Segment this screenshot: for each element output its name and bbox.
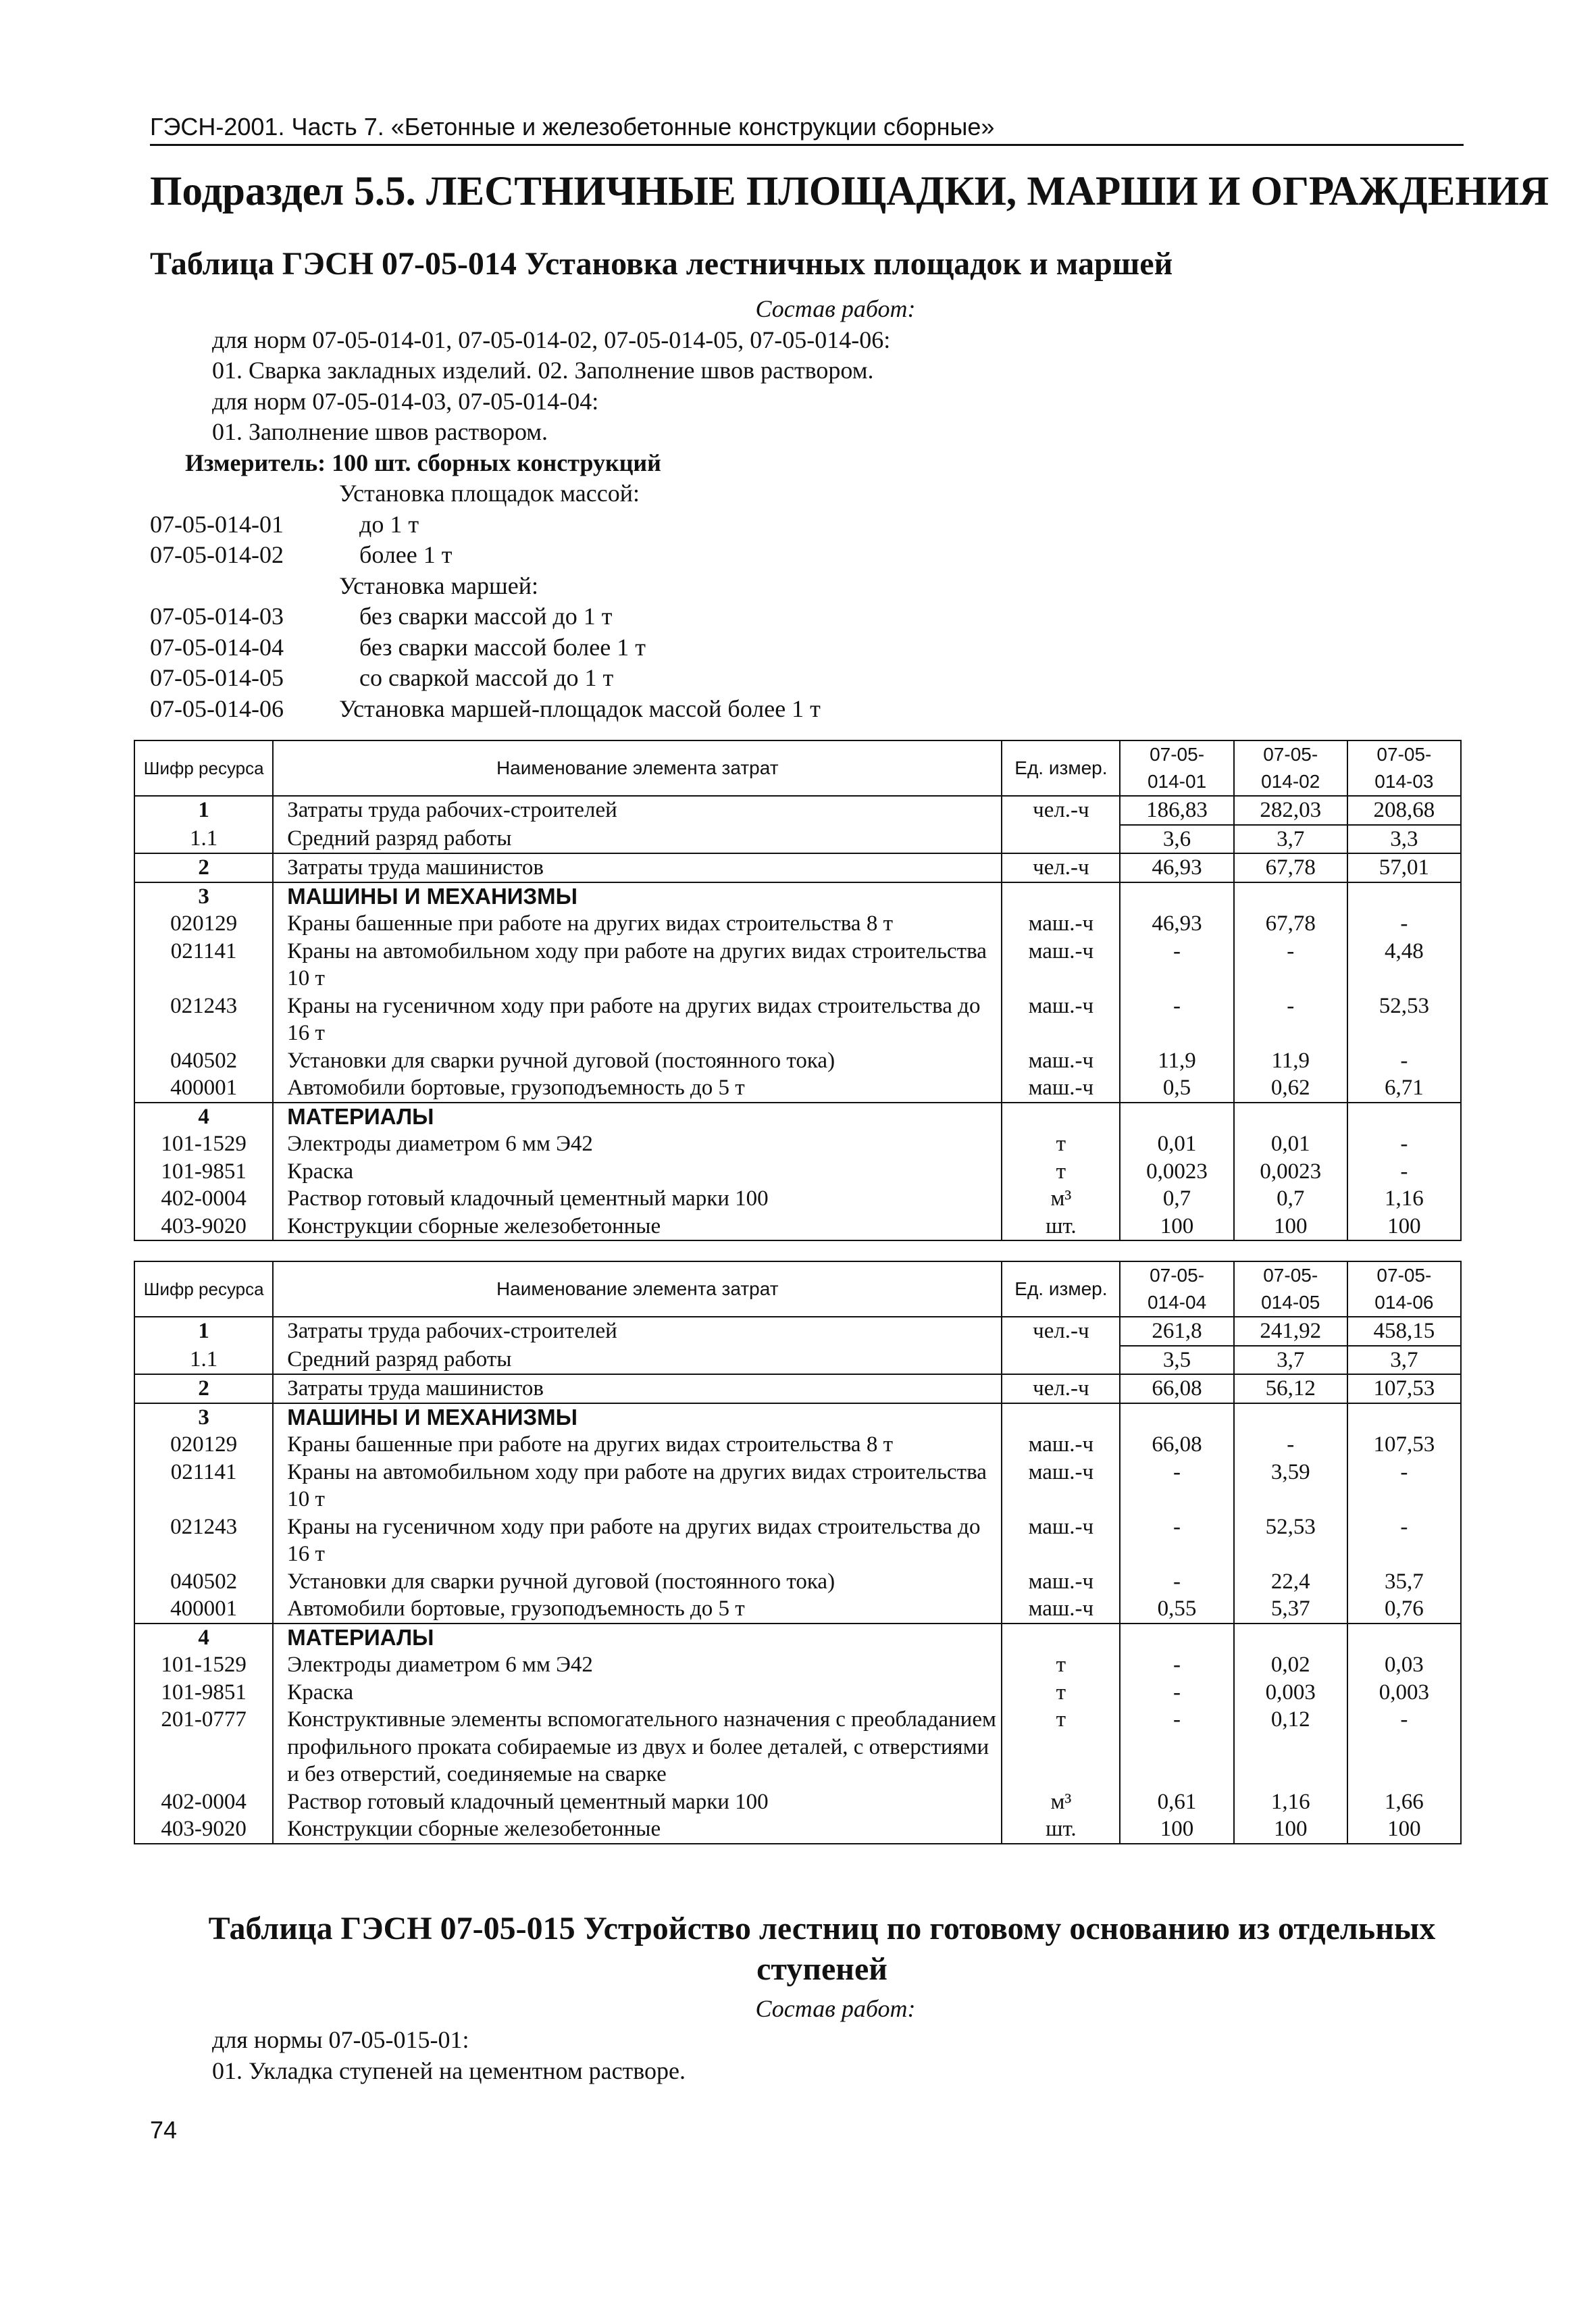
header-name: Наименование элемента затрат bbox=[273, 740, 1002, 796]
norm-value: 3,6 bbox=[1120, 825, 1233, 854]
cost-element-name: Автомобили бортовые, грузоподъемность до 5 т bbox=[273, 1074, 1002, 1103]
norm-value bbox=[1347, 1624, 1461, 1652]
table-row bbox=[134, 796, 1461, 825]
norm-value: 100 bbox=[1347, 1213, 1461, 1241]
unit-cell bbox=[1002, 1403, 1120, 1432]
cost-element-name: Конструкции сборные железобетонные bbox=[273, 1815, 1002, 1844]
work-line: 01. Заполнение швов раствором. bbox=[212, 418, 548, 445]
cost-element-name: Раствор готовый кладочный цементный марки 100 bbox=[273, 1185, 1002, 1213]
table-row bbox=[134, 853, 1461, 882]
unit-cell: маш.-ч bbox=[1002, 1595, 1120, 1624]
header-norm-line: 07-05- bbox=[1150, 744, 1205, 765]
unit-cell bbox=[1002, 1624, 1120, 1652]
norm-value: - bbox=[1120, 1651, 1233, 1679]
norm-value: 66,08 bbox=[1120, 1431, 1233, 1459]
norm-value: 3,7 bbox=[1234, 825, 1347, 854]
norm-value: - bbox=[1347, 1158, 1461, 1186]
table-row bbox=[134, 992, 1461, 1047]
norm-value bbox=[1120, 1624, 1233, 1652]
resource-code: 021141 bbox=[134, 938, 273, 992]
resource-code: 403-9020 bbox=[134, 1815, 273, 1844]
norm-value: 0,01 bbox=[1120, 1130, 1233, 1158]
cost-element-name: Раствор готовый кладочный цементный марки 100 bbox=[273, 1788, 1002, 1816]
norm-value: 100 bbox=[1120, 1213, 1233, 1241]
norm-value: 0,76 bbox=[1347, 1595, 1461, 1624]
norm-value: - bbox=[1347, 1513, 1461, 1568]
resource-code: 2 bbox=[134, 1374, 273, 1403]
norm-value: 100 bbox=[1347, 1815, 1461, 1844]
cost-element-name: Краны на автомобильном ходу при работе на других видах строительства 10 т bbox=[273, 938, 1002, 992]
header-norm-line: 014-06 bbox=[1374, 1292, 1434, 1313]
unit-cell: т bbox=[1002, 1158, 1120, 1186]
resource-code: 020129 bbox=[134, 910, 273, 938]
header-norm-line: 07-05- bbox=[1376, 744, 1432, 765]
resource-code: 101-1529 bbox=[134, 1651, 273, 1679]
norm-value: 107,53 bbox=[1347, 1431, 1461, 1459]
page-number: 74 bbox=[150, 2116, 178, 2144]
unit-cell: т bbox=[1002, 1679, 1120, 1707]
norm-code: 07-05-014-06 bbox=[150, 695, 284, 722]
table-row bbox=[134, 938, 1461, 992]
unit-cell: маш.-ч bbox=[1002, 1568, 1120, 1596]
unit-cell: маш.-ч bbox=[1002, 1074, 1120, 1103]
resource-code: 021141 bbox=[134, 1459, 273, 1513]
norm-value: 0,61 bbox=[1120, 1788, 1233, 1816]
norm-value: - bbox=[1120, 1459, 1233, 1513]
cost-element-name: Конструкции сборные железобетонные bbox=[273, 1213, 1002, 1241]
cost-element-name: Краска bbox=[273, 1679, 1002, 1707]
resource-code: 1 bbox=[134, 1317, 273, 1346]
table-row bbox=[134, 1568, 1461, 1596]
norm-value bbox=[1120, 1103, 1233, 1131]
header-norm-2 bbox=[1234, 1261, 1347, 1317]
resource-code: 402-0004 bbox=[134, 1788, 273, 1816]
header-norm-line: 07-05- bbox=[1150, 1265, 1205, 1286]
table-row bbox=[134, 1595, 1461, 1624]
table-014-title: Таблица ГЭСН 07-05-014 Установка лестничных площадок и маршей bbox=[150, 246, 1173, 282]
table-row bbox=[134, 1459, 1461, 1513]
table-row bbox=[134, 1651, 1461, 1679]
norm-row bbox=[150, 694, 1433, 725]
norm-value: 3,7 bbox=[1347, 1346, 1461, 1375]
header-code: Шифр ресурса bbox=[134, 1261, 273, 1317]
table-header-row bbox=[134, 1261, 1461, 1317]
norm-value: 0,02 bbox=[1234, 1651, 1347, 1679]
norm-value: 0,01 bbox=[1234, 1130, 1347, 1158]
unit-cell: м³ bbox=[1002, 1185, 1120, 1213]
norm-text: со сваркой массой до 1 т bbox=[359, 664, 614, 691]
cost-element-name: Автомобили бортовые, грузоподъемность до 5 т bbox=[273, 1595, 1002, 1624]
norm-value: 0,03 bbox=[1347, 1651, 1461, 1679]
work-line: для норм 07-05-014-03, 07-05-014-04: bbox=[212, 387, 599, 415]
norm-value: 100 bbox=[1234, 1815, 1347, 1844]
meter-line: Измеритель: 100 шт. сборных конструкций bbox=[185, 449, 661, 476]
norm-value bbox=[1347, 1403, 1461, 1432]
header-unit: Ед. измер. bbox=[1002, 1261, 1120, 1317]
norm-value: 67,78 bbox=[1234, 853, 1347, 882]
unit-cell: чел.-ч bbox=[1002, 1317, 1120, 1346]
resource-code: 101-1529 bbox=[134, 1130, 273, 1158]
resource-code: 101-9851 bbox=[134, 1679, 273, 1707]
norm-code: 07-05-014-05 bbox=[150, 664, 284, 691]
work-line: для нормы 07-05-015-01: bbox=[212, 2026, 469, 2053]
resource-code: 400001 bbox=[134, 1074, 273, 1103]
norm-value: 186,83 bbox=[1120, 796, 1233, 825]
cost-element-name: Затраты труда машинистов bbox=[273, 1374, 1002, 1403]
table-row bbox=[134, 882, 1461, 911]
unit-cell: чел.-ч bbox=[1002, 796, 1120, 825]
norm-value bbox=[1234, 1624, 1347, 1652]
resource-code: 021243 bbox=[134, 992, 273, 1047]
header-norm-3 bbox=[1347, 740, 1461, 796]
norm-row bbox=[150, 663, 1433, 694]
norm-value: 107,53 bbox=[1347, 1374, 1461, 1403]
norm-value bbox=[1120, 882, 1233, 911]
table-row bbox=[134, 1679, 1461, 1707]
norm-value: - bbox=[1234, 992, 1347, 1047]
norm-text: без сварки массой до 1 т bbox=[359, 603, 613, 630]
header-norm-line: 07-05- bbox=[1263, 744, 1318, 765]
norm-value: 0,12 bbox=[1234, 1706, 1347, 1788]
norm-value: 261,8 bbox=[1120, 1317, 1233, 1346]
cost-element-name: МАШИНЫ И МЕХАНИЗМЫ bbox=[273, 1403, 1002, 1432]
header-code: Шифр ресурса bbox=[134, 740, 273, 796]
cost-element-name: Краны на гусеничном ходу при работе на других видах строительства до 16 т bbox=[273, 1513, 1002, 1568]
norm-value: 0,55 bbox=[1120, 1595, 1233, 1624]
norm-value: 52,53 bbox=[1347, 992, 1461, 1047]
unit-cell: чел.-ч bbox=[1002, 853, 1120, 882]
norm-value: 46,93 bbox=[1120, 853, 1233, 882]
norm-code: 07-05-014-03 bbox=[150, 603, 284, 630]
resource-code: 3 bbox=[134, 882, 273, 911]
table-row bbox=[134, 1213, 1461, 1241]
cost-element-name: Средний разряд работы bbox=[273, 825, 1002, 854]
cost-element-name: Установки для сварки ручной дуговой (постоянного тока) bbox=[273, 1047, 1002, 1075]
unit-cell: чел.-ч bbox=[1002, 1374, 1120, 1403]
norm-value: - bbox=[1120, 1568, 1233, 1596]
unit-cell bbox=[1002, 882, 1120, 911]
table-row bbox=[134, 1074, 1461, 1103]
norm-value: 0,7 bbox=[1120, 1185, 1233, 1213]
cost-element-name: Краны башенные при работе на других видах строительства 8 т bbox=[273, 910, 1002, 938]
table-015-title: Таблица ГЭСН 07-05-015 Устройство лестниц по готовому основанию из отдельных ступеней bbox=[208, 1911, 1436, 1987]
cost-element-name: Средний разряд работы bbox=[273, 1346, 1002, 1375]
resource-code: 021243 bbox=[134, 1513, 273, 1568]
resource-code: 400001 bbox=[134, 1595, 273, 1624]
unit-cell: т bbox=[1002, 1651, 1120, 1679]
work-composition-heading: Состав работ: bbox=[755, 1995, 916, 2022]
norm-value: - bbox=[1120, 1679, 1233, 1707]
unit-cell: маш.-ч bbox=[1002, 1513, 1120, 1568]
table-row bbox=[134, 910, 1461, 938]
header-norm-line: 014-04 bbox=[1147, 1292, 1207, 1313]
cost-element-name: Краны башенные при работе на других видах строительства 8 т bbox=[273, 1431, 1002, 1459]
table-header-row bbox=[134, 740, 1461, 796]
header-norm-1 bbox=[1120, 1261, 1233, 1317]
table-row bbox=[134, 1513, 1461, 1568]
norm-value: 3,59 bbox=[1234, 1459, 1347, 1513]
resource-code: 201-0777 bbox=[134, 1706, 273, 1788]
norm-value: 67,78 bbox=[1234, 910, 1347, 938]
norm-value: - bbox=[1347, 910, 1461, 938]
header-norm-3 bbox=[1347, 1261, 1461, 1317]
norm-value: 0,003 bbox=[1234, 1679, 1347, 1707]
norm-value: 1,66 bbox=[1347, 1788, 1461, 1816]
resource-code: 040502 bbox=[134, 1047, 273, 1075]
header-norm-line: 07-05- bbox=[1263, 1265, 1318, 1286]
norm-value: - bbox=[1347, 1130, 1461, 1158]
norm-value bbox=[1234, 1103, 1347, 1131]
norm-value: - bbox=[1234, 1431, 1347, 1459]
table-row bbox=[134, 1624, 1461, 1652]
unit-cell bbox=[1002, 1103, 1120, 1131]
running-header: ГЭСН-2001. Часть 7. «Бетонные и железобетонные конструкции сборные» bbox=[150, 111, 1464, 146]
norm-text: без сварки массой более 1 т bbox=[359, 633, 646, 661]
table-row bbox=[134, 1317, 1461, 1346]
norm-row bbox=[150, 632, 1433, 663]
cost-element-name: Установки для сварки ручной дуговой (постоянного тока) bbox=[273, 1568, 1002, 1596]
norm-value: - bbox=[1120, 938, 1233, 992]
norm-value: 3,7 bbox=[1234, 1346, 1347, 1375]
cost-element-name: МАШИНЫ И МЕХАНИЗМЫ bbox=[273, 882, 1002, 911]
resource-code: 4 bbox=[134, 1103, 273, 1131]
table-row bbox=[134, 1158, 1461, 1186]
norm-value: 208,68 bbox=[1347, 796, 1461, 825]
norm-value: 22,4 bbox=[1234, 1568, 1347, 1596]
norm-value: 56,12 bbox=[1234, 1374, 1347, 1403]
table-row bbox=[134, 1788, 1461, 1816]
norm-value: 1,16 bbox=[1234, 1788, 1347, 1816]
work-line: 01. Сварка закладных изделий. 02. Заполнение швов раствором. bbox=[212, 357, 874, 384]
norm-value: 0,62 bbox=[1234, 1074, 1347, 1103]
resource-code: 1.1 bbox=[134, 825, 273, 854]
unit-cell: маш.-ч bbox=[1002, 1431, 1120, 1459]
table-row bbox=[134, 1403, 1461, 1432]
header-norm-line: 07-05- bbox=[1376, 1265, 1432, 1286]
norm-value bbox=[1234, 882, 1347, 911]
header-norm-line: 014-02 bbox=[1261, 771, 1320, 792]
norm-value bbox=[1347, 1103, 1461, 1131]
cost-element-name: Затраты труда машинистов bbox=[273, 853, 1002, 882]
norm-value: 0,003 bbox=[1347, 1679, 1461, 1707]
work-composition-heading: Состав работ: bbox=[755, 295, 916, 322]
norm-value: 6,71 bbox=[1347, 1074, 1461, 1103]
resource-table-b bbox=[134, 1261, 1462, 1844]
norm-text: до 1 т bbox=[359, 510, 419, 538]
table-015-intro bbox=[150, 1993, 1433, 2086]
cost-element-name: Электроды диаметром 6 мм Э42 bbox=[273, 1130, 1002, 1158]
unit-cell: шт. bbox=[1002, 1815, 1120, 1844]
resource-code: 040502 bbox=[134, 1568, 273, 1596]
table-row bbox=[134, 1130, 1461, 1158]
norm-code: 07-05-014-01 bbox=[150, 510, 284, 538]
unit-cell: маш.-ч bbox=[1002, 910, 1120, 938]
norm-value: 57,01 bbox=[1347, 853, 1461, 882]
resource-code: 402-0004 bbox=[134, 1185, 273, 1213]
unit-cell: маш.-ч bbox=[1002, 992, 1120, 1047]
subsection-title: Подраздел 5.5. ЛЕСТНИЧНЫЕ ПЛОЩАДКИ, МАРШИ И ОГРАЖДЕНИЯ bbox=[150, 169, 1549, 214]
norm-value: 282,03 bbox=[1234, 796, 1347, 825]
work-line: 01. Укладка ступеней на цементном растворе. bbox=[212, 2057, 686, 2084]
norm-value: 46,93 bbox=[1120, 910, 1233, 938]
resource-code: 4 bbox=[134, 1624, 273, 1652]
resource-code: 1.1 bbox=[134, 1346, 273, 1375]
table-row bbox=[134, 1047, 1461, 1075]
cost-element-name: Конструктивные элементы вспомогательного назначения с преобладанием профильного проката собираемые из двух и более деталей, с отверстиями и без отверстий, соединяемые на сварке bbox=[273, 1706, 1002, 1788]
unit-cell: маш.-ч bbox=[1002, 1459, 1120, 1513]
resource-code: 101-9851 bbox=[134, 1158, 273, 1186]
norm-row bbox=[150, 601, 1433, 632]
cost-element-name: МАТЕРИАЛЫ bbox=[273, 1624, 1002, 1652]
header-name: Наименование элемента затрат bbox=[273, 1261, 1002, 1317]
norm-row bbox=[150, 540, 1433, 571]
cost-element-name: Затраты труда рабочих-строителей bbox=[273, 796, 1002, 825]
table-row bbox=[134, 1706, 1461, 1788]
norm-value: 4,48 bbox=[1347, 938, 1461, 992]
resource-code: 3 bbox=[134, 1403, 273, 1432]
norm-text: Установка маршей-площадок массой более 1 т bbox=[339, 695, 821, 722]
norm-value: 3,5 bbox=[1120, 1346, 1233, 1375]
norm-value: - bbox=[1347, 1047, 1461, 1075]
cost-element-name: Краны на автомобильном ходу при работе на других видах строительства 10 т bbox=[273, 1459, 1002, 1513]
table-014-intro bbox=[150, 294, 1433, 724]
header-norm-line: 014-01 bbox=[1147, 771, 1207, 792]
norm-value: 35,7 bbox=[1347, 1568, 1461, 1596]
norm-value bbox=[1347, 882, 1461, 911]
resource-table-a bbox=[134, 740, 1462, 1241]
norm-value: 66,08 bbox=[1120, 1374, 1233, 1403]
unit-cell: шт. bbox=[1002, 1213, 1120, 1241]
norm-value: 100 bbox=[1234, 1213, 1347, 1241]
unit-cell: т bbox=[1002, 1706, 1120, 1788]
table-row bbox=[134, 1346, 1461, 1375]
norm-value: 3,3 bbox=[1347, 825, 1461, 854]
norm-value: - bbox=[1120, 1706, 1233, 1788]
norm-value: 0,7 bbox=[1234, 1185, 1347, 1213]
norm-value: 52,53 bbox=[1234, 1513, 1347, 1568]
table-row bbox=[134, 1431, 1461, 1459]
norm-value: - bbox=[1120, 992, 1233, 1047]
unit-cell: маш.-ч bbox=[1002, 1047, 1120, 1075]
norm-value: 0,0023 bbox=[1234, 1158, 1347, 1186]
table-row bbox=[134, 1185, 1461, 1213]
header-norm-line: 014-03 bbox=[1374, 771, 1434, 792]
norm-value: - bbox=[1234, 938, 1347, 992]
platforms-heading: Установка площадок массой: bbox=[339, 480, 640, 507]
cost-element-name: Затраты труда рабочих-строителей bbox=[273, 1317, 1002, 1346]
header-norm-line: 014-05 bbox=[1261, 1292, 1320, 1313]
norm-text: более 1 т bbox=[359, 541, 453, 568]
norm-value: 100 bbox=[1120, 1815, 1233, 1844]
unit-cell: м³ bbox=[1002, 1788, 1120, 1816]
work-line: для норм 07-05-014-01, 07-05-014-02, 07-05-014-05, 07-05-014-06: bbox=[212, 326, 891, 353]
table-row bbox=[134, 825, 1461, 854]
resource-code: 403-9020 bbox=[134, 1213, 273, 1241]
norm-row bbox=[150, 509, 1433, 540]
cost-element-name: Электроды диаметром 6 мм Э42 bbox=[273, 1651, 1002, 1679]
header-norm-2 bbox=[1234, 740, 1347, 796]
norm-code: 07-05-014-02 bbox=[150, 541, 284, 568]
unit-cell: маш.-ч bbox=[1002, 938, 1120, 992]
norm-value: 241,92 bbox=[1234, 1317, 1347, 1346]
norm-value: 5,37 bbox=[1234, 1595, 1347, 1624]
norm-value: - bbox=[1347, 1706, 1461, 1788]
norm-value: 1,16 bbox=[1347, 1185, 1461, 1213]
resource-code: 2 bbox=[134, 853, 273, 882]
norm-value: 458,15 bbox=[1347, 1317, 1461, 1346]
table-row bbox=[134, 1374, 1461, 1403]
norm-value: - bbox=[1347, 1459, 1461, 1513]
header-norm-1 bbox=[1120, 740, 1233, 796]
norm-value: - bbox=[1120, 1513, 1233, 1568]
cost-element-name: Краны на гусеничном ходу при работе на других видах строительства до 16 т bbox=[273, 992, 1002, 1047]
unit-cell: т bbox=[1002, 1130, 1120, 1158]
resource-code: 020129 bbox=[134, 1431, 273, 1459]
norm-value bbox=[1120, 1403, 1233, 1432]
table-row bbox=[134, 1815, 1461, 1844]
norm-value bbox=[1234, 1403, 1347, 1432]
resource-code: 1 bbox=[134, 796, 273, 825]
cost-element-name: Краска bbox=[273, 1158, 1002, 1186]
header-unit: Ед. измер. bbox=[1002, 740, 1120, 796]
flights-heading: Установка маршей: bbox=[339, 572, 538, 599]
norm-value: 11,9 bbox=[1120, 1047, 1233, 1075]
norm-value: 0,0023 bbox=[1120, 1158, 1233, 1186]
norm-value: 0,5 bbox=[1120, 1074, 1233, 1103]
unit-cell bbox=[1002, 825, 1120, 854]
cost-element-name: МАТЕРИАЛЫ bbox=[273, 1103, 1002, 1131]
unit-cell bbox=[1002, 1346, 1120, 1375]
norm-code: 07-05-014-04 bbox=[150, 633, 284, 661]
norm-value: 11,9 bbox=[1234, 1047, 1347, 1075]
table-row bbox=[134, 1103, 1461, 1131]
